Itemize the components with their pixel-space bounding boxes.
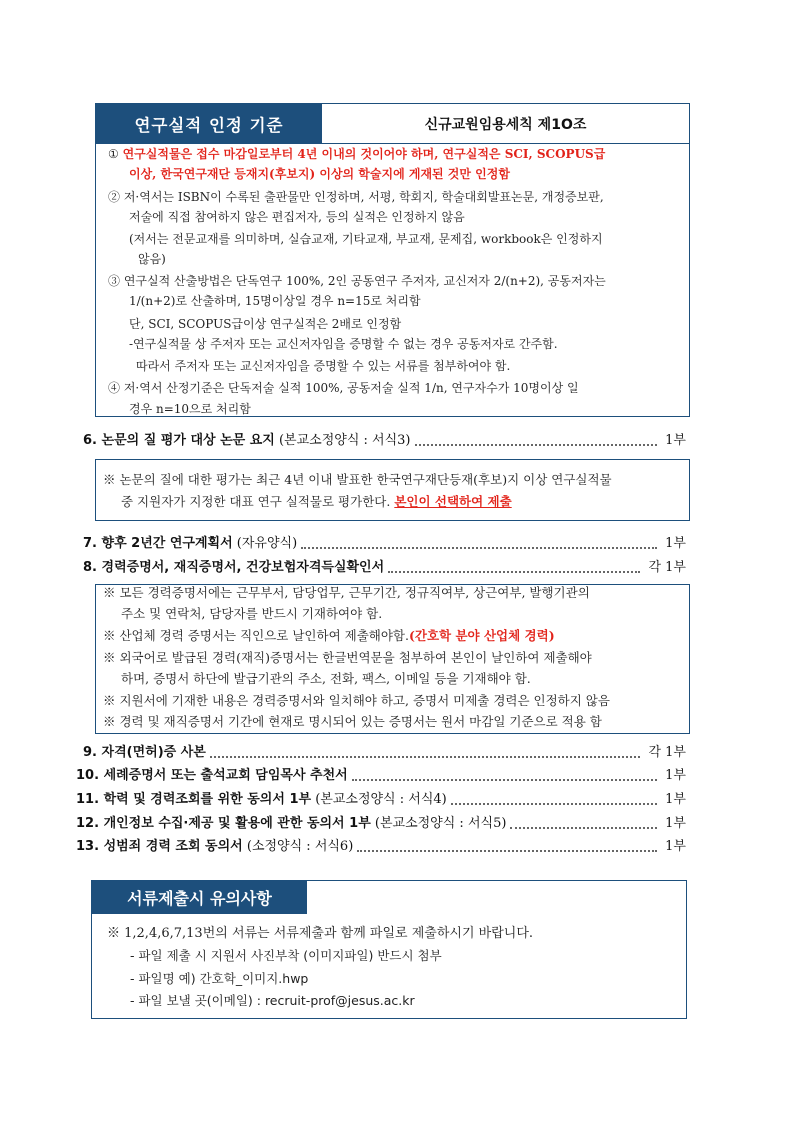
criteria-line — [129, 166, 510, 182]
item-number: 7. — [83, 536, 102, 551]
criteria-line — [129, 401, 251, 417]
item-count: 1부 — [665, 768, 686, 783]
criteria-text: 저·역서 산정기준은 단독저술 실적 100%, 공동저술 실적 1/n, 연구자수가 10명이상 일 — [123, 381, 579, 395]
item-number: 8. — [83, 560, 102, 575]
leader-dots — [510, 827, 657, 829]
career-note-2: ※ 산업체 경력 증명서는 직인으로 날인하여 제출해야함.(간호학 분야 산업체 경력) — [103, 628, 555, 643]
criteria-number: ② — [108, 190, 124, 204]
item-form: (자유양식) — [232, 536, 298, 551]
leader-dots — [210, 756, 641, 758]
leader-dots — [357, 850, 657, 852]
criteria-text: 연구실적 산출방법은 단독연구 100%, 2인 공동연구 주저자, 교신저자 2/(n+2), 공동저자는 — [123, 274, 606, 288]
item-form: (본교소정양식 : 서식4) — [311, 792, 447, 807]
paper-note-line2: 중 지원자가 지정한 대표 연구 실적물로 평가한다. 본인이 선택하여 제출 — [121, 494, 512, 509]
criteria-text: 따라서 주저자 또는 교신저자임을 증명할 수 있는 서류를 첨부하여야 함. — [136, 359, 511, 373]
career-note-1: ※ 모든 경력증명서에는 근무부서, 담당업무, 근무기간, 정규직여부, 상근여부, 발행기관의 — [103, 585, 590, 600]
submission-note-2: - 파일 제출 시 지원서 사진부착 (이미지파일) 반드시 첨부 — [130, 948, 442, 963]
document-item — [83, 432, 411, 450]
item-form: (소정양식 : 서식6) — [242, 839, 354, 854]
item-title: 개인정보 수집·제공 및 활용에 관한 동의서 1부 — [103, 816, 371, 831]
criteria-title: 연구실적 인정 기준 — [96, 104, 322, 144]
career-note-5: ※ 경력 및 재직증명서 기간에 현재로 명시되어 있는 증명서는 원서 마감일 기준으로 적용 함 — [103, 714, 602, 729]
criteria-text: 경우 n=10으로 처리함 — [129, 402, 251, 416]
item-count: 1부 — [665, 839, 686, 854]
item-number: 6. — [83, 433, 102, 448]
item-count: 각 1부 — [648, 560, 686, 575]
criteria-text: 단, SCI, SCOPUS급이상 연구실적은 2배로 인정함 — [129, 317, 402, 331]
criteria-number: ③ — [108, 274, 124, 288]
criteria-line — [136, 358, 510, 374]
criteria-line — [108, 380, 579, 396]
submission-note-3: - 파일명 예) 간호학_이미지.hwp — [130, 971, 309, 986]
criteria-line — [129, 336, 558, 352]
document-item — [76, 815, 506, 833]
criteria-line — [108, 146, 605, 162]
submission-note-1: ※ 1,2,4,6,7,13번의 서류는 서류제출과 함께 파일로 제출하시기 바랍니다. — [107, 926, 534, 941]
document-item — [83, 559, 384, 577]
criteria-line — [138, 251, 166, 267]
item-title: 경력증명서, 재직증명서, 건강보험자격득실확인서 — [101, 560, 385, 575]
paper-note-emphasis: 본인이 선택하여 제출 — [394, 494, 512, 509]
item-number: 11. — [76, 792, 104, 807]
paper-note-line1: ※ 논문의 질에 대한 평가는 최근 4년 이내 발표한 한국연구재단등재(후보)지 이상 연구실적물 — [103, 472, 612, 487]
criteria-text: 않음) — [138, 252, 166, 266]
leader-dots — [415, 444, 658, 446]
career-note-4: ※ 지원서에 기재한 내용은 경력증명서와 일치해야 하고, 증명서 미제출 경력은 인정하지 않음 — [103, 693, 610, 708]
criteria-text: 1/(n+2)로 산출하며, 15명이상일 경우 n=15로 처리함 — [129, 294, 421, 308]
document-item — [76, 838, 353, 856]
item-title: 자격(면허)증 사본 — [101, 745, 206, 760]
career-note-3-cont: 하며, 증명서 하단에 발급기관의 주소, 전화, 팩스, 이메일 등을 기재해야 함. — [121, 671, 531, 686]
career-note-2-emphasis: (간호학 분야 산업체 경력) — [408, 628, 555, 643]
criteria-line — [108, 273, 606, 289]
career-note-3: ※ 외국어로 발급된 경력(재직)증명서는 한글번역문을 첨부하여 본인이 날인하여 제출해야 — [103, 650, 592, 665]
leader-dots — [352, 779, 657, 781]
item-number: 9. — [83, 745, 102, 760]
criteria-text: 저술에 직접 참여하지 않은 편집저자, 등의 실적은 인정하지 않음 — [129, 210, 465, 224]
item-title: 성범죄 경력 조회 동의서 — [103, 839, 243, 854]
submission-title: 서류제출시 유의사항 — [92, 881, 307, 914]
item-number: 13. — [76, 839, 104, 854]
item-title: 학력 및 경력조회를 위한 동의서 1부 — [103, 792, 312, 807]
item-number: 12. — [76, 816, 104, 831]
criteria-number: ④ — [108, 381, 124, 395]
item-count: 1부 — [665, 816, 686, 831]
leader-dots — [388, 571, 640, 573]
submission-note-4: - 파일 보낼 곳(이메일) : recruit-prof@jesus.ac.kr — [130, 993, 415, 1008]
career-note-1-cont: 주소 및 연락처, 담당자를 반드시 기재하여야 함. — [121, 606, 383, 621]
criteria-line — [129, 209, 465, 225]
document-item — [83, 535, 297, 553]
criteria-line — [129, 316, 401, 332]
item-count: 1부 — [665, 792, 686, 807]
paper-note-box — [95, 459, 690, 521]
criteria-text: -연구실적물 상 주저자 또는 교신저자임을 증명할 수 없는 경우 공동저자로 간주함. — [129, 337, 558, 351]
criteria-text: 저·역서는 ISBN이 수록된 출판물만 인정하며, 서평, 학회지, 학술대회발표논문, 개정증보판, — [123, 190, 604, 204]
document-item — [76, 791, 447, 809]
item-title: 논문의 질 평가 대상 논문 요지 — [101, 433, 275, 448]
item-count: 1부 — [665, 433, 686, 448]
document-item — [83, 744, 206, 762]
criteria-line — [108, 189, 604, 205]
criteria-rule: 신규교원임용세칙 제1O조 — [322, 104, 689, 144]
criteria-line — [129, 293, 421, 309]
criteria-text: 연구실적물은 접수 마감일로부터 4년 이내의 것이어야 하며, 연구실적은 SCI, SCOPUS급 — [122, 147, 606, 161]
criteria-text: 이상, 한국연구재단 등재지(후보지) 이상의 학술지에 게재된 것만 인정함 — [129, 167, 510, 181]
item-count: 1부 — [665, 536, 686, 551]
item-title: 향후 2년간 연구계획서 — [101, 536, 233, 551]
item-form: (본교소정양식 : 서식3) — [274, 433, 411, 448]
document-item — [76, 767, 348, 785]
criteria-number: ① — [108, 147, 123, 161]
leader-dots — [301, 547, 657, 549]
item-number: 10. — [76, 768, 104, 783]
leader-dots — [451, 803, 657, 805]
criteria-line — [129, 231, 603, 247]
item-count: 각 1부 — [648, 745, 686, 760]
item-form: (본교소정양식 : 서식5) — [370, 816, 507, 831]
item-title: 세례증명서 또는 출석교회 담임목사 추천서 — [103, 768, 348, 783]
criteria-text: (저서는 전문교재를 의미하며, 실습교재, 기타교재, 부교재, 문제집, workbook은 인정하지 — [129, 232, 603, 246]
